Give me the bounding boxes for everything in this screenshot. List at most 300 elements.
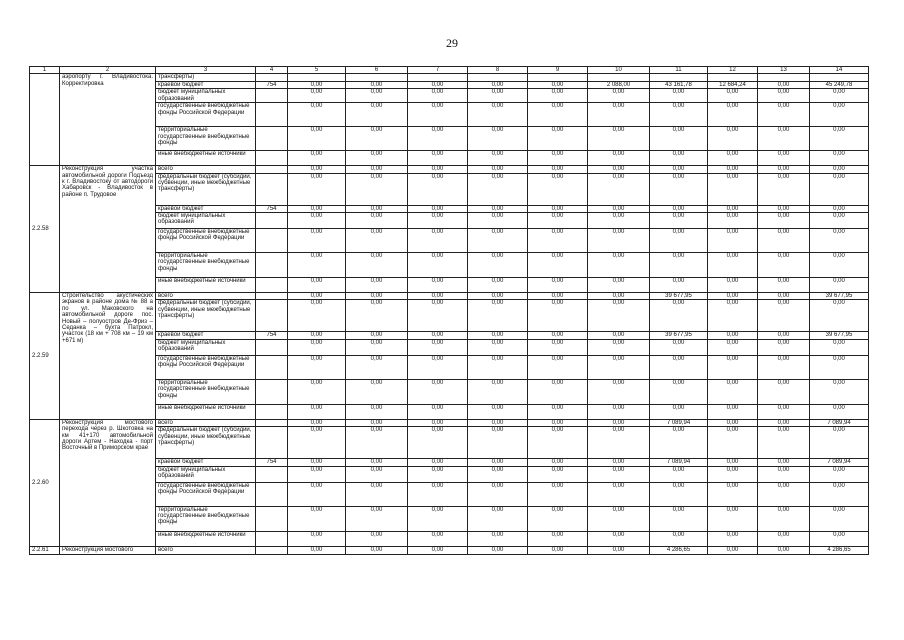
value-cell-col-14: 0,00 — [810, 482, 869, 506]
value-cell-col-5: 0,00 — [288, 427, 346, 459]
value-cell-col-10: 0,00 — [588, 506, 650, 531]
value-cell-col-6: 0,00 — [346, 127, 408, 151]
funding-source-cell: иные внебюджетные источники — [156, 531, 256, 546]
table-row — [30, 339, 869, 355]
value-cell-col-10: 0,00 — [588, 127, 650, 151]
value-cell-col-12: 0,00 — [708, 482, 758, 506]
value-cell-col-12: 0,00 — [708, 166, 758, 173]
value-cell-col-10: 0,00 — [588, 466, 650, 482]
value-cell-col-7: 0,00 — [408, 466, 468, 482]
value-cell-col-5: 0,00 — [288, 531, 346, 546]
object-name-cell: аэропорту г. Владивостока. Корректировка — [60, 74, 156, 166]
column-header-12: 12 — [708, 67, 758, 74]
table-row — [30, 213, 869, 229]
value-cell-col-12: 0,00 — [708, 404, 758, 419]
value-cell-col-12: 0,00 — [708, 229, 758, 253]
value-cell-col-5: 0,00 — [288, 466, 346, 482]
code-cell — [256, 278, 288, 293]
code-cell — [256, 127, 288, 151]
funding-source-cell: территориальные государственные внебюджетные фонды — [156, 506, 256, 531]
value-cell-col-6: 0,00 — [346, 213, 408, 229]
value-cell-col-11: 39 677,95 — [650, 332, 708, 339]
value-cell-col-8: 0,00 — [468, 506, 528, 531]
value-cell-col-12: 0,00 — [708, 546, 758, 554]
value-cell-col-7: 0,00 — [408, 339, 468, 355]
code-cell: 754 — [256, 332, 288, 339]
value-cell-col-14: 0,00 — [810, 103, 869, 127]
funding-source-cell: государственные внебюджетные фонды Российской Федерации — [156, 103, 256, 127]
funding-source-cell: краевой бюджет — [156, 81, 256, 88]
value-cell-col-7: 0,00 — [408, 300, 468, 332]
value-cell-col-11: 4 286,65 — [650, 546, 708, 554]
value-cell-col-9: 0,00 — [528, 404, 588, 419]
value-cell-col-9: 0,00 — [528, 213, 588, 229]
value-cell-col-11: 0,00 — [650, 482, 708, 506]
value-cell-col-13: 0,00 — [758, 127, 810, 151]
funding-source-cell: государственные внебюджетные фонды Российской Федерации — [156, 482, 256, 506]
column-header-3: 3 — [156, 67, 256, 74]
value-cell-col-12: 0,00 — [708, 419, 758, 426]
value-cell-col-14: 0,00 — [810, 466, 869, 482]
column-header-9: 9 — [528, 67, 588, 74]
value-cell-col-7: 0,00 — [408, 213, 468, 229]
code-cell — [256, 151, 288, 166]
code-cell — [256, 404, 288, 419]
value-cell-col-5: 0,00 — [288, 482, 346, 506]
value-cell-col-7: 0,00 — [408, 404, 468, 419]
column-header-13: 13 — [758, 67, 810, 74]
value-cell-col-11: 0,00 — [650, 300, 708, 332]
value-cell-col-5: 0,00 — [288, 404, 346, 419]
value-cell-col-13: 0,00 — [758, 459, 810, 466]
value-cell-col-12: 0,00 — [708, 173, 758, 205]
value-cell-col-9: 0,00 — [528, 482, 588, 506]
value-cell-col-9: 0,00 — [528, 506, 588, 531]
value-cell-col-7: 0,00 — [408, 103, 468, 127]
value-cell-col-12: 0,00 — [708, 213, 758, 229]
value-cell-col-6: 0,00 — [346, 278, 408, 293]
code-cell: 754 — [256, 81, 288, 88]
value-cell-col-8: 0,00 — [468, 127, 528, 151]
value-cell-col-14: 0,00 — [810, 213, 869, 229]
value-cell-col-12: 0,00 — [708, 531, 758, 546]
value-cell-col-14: 0,00 — [810, 300, 869, 332]
value-cell-col-14: 0,00 — [810, 339, 869, 355]
table-row — [30, 531, 869, 546]
value-cell-col-13: 0,00 — [758, 466, 810, 482]
table-row — [30, 103, 869, 127]
value-cell-col-13: 0,00 — [758, 300, 810, 332]
value-cell-col-8: 0,00 — [468, 332, 528, 339]
value-cell-col-5: 0,00 — [288, 166, 346, 173]
table-row — [30, 229, 869, 253]
value-cell-col-8: 0,00 — [468, 166, 528, 173]
funding-source-cell: бюджет муниципальных образований — [156, 466, 256, 482]
value-cell-col-9: 0,00 — [528, 332, 588, 339]
value-cell-col-5: 0,00 — [288, 506, 346, 531]
value-cell-col-13: 0,00 — [758, 293, 810, 300]
column-header-11: 11 — [650, 67, 708, 74]
value-cell-col-13: 0,00 — [758, 213, 810, 229]
value-cell-col-13: 0,00 — [758, 166, 810, 173]
table-row — [30, 459, 869, 466]
value-cell-col-12: 0,00 — [708, 253, 758, 278]
value-cell-col-6: 0,00 — [346, 506, 408, 531]
value-cell-col-9: 0,00 — [528, 355, 588, 379]
value-cell-col-13: 0,00 — [758, 404, 810, 419]
value-cell-col-12: 0,00 — [708, 205, 758, 212]
value-cell-col-8: 0,00 — [468, 546, 528, 554]
value-cell-col-8 — [468, 74, 528, 81]
value-cell-col-13: 0,00 — [758, 419, 810, 426]
value-cell-col-12: 0,00 — [708, 339, 758, 355]
value-cell-col-9: 0,00 — [528, 103, 588, 127]
value-cell-col-7 — [408, 74, 468, 81]
value-cell-col-5: 0,00 — [288, 151, 346, 166]
value-cell-col-14: 0,00 — [810, 173, 869, 205]
value-cell-col-6: 0,00 — [346, 419, 408, 426]
value-cell-col-8: 0,00 — [468, 89, 528, 103]
value-cell-col-7: 0,00 — [408, 506, 468, 531]
funding-source-cell: государственные внебюджетные фонды Российской Федерации — [156, 229, 256, 253]
value-cell-col-12: 0,00 — [708, 103, 758, 127]
value-cell-col-11: 0,00 — [650, 506, 708, 531]
column-header-2: 2 — [60, 67, 156, 74]
value-cell-col-7: 0,00 — [408, 151, 468, 166]
value-cell-col-13 — [758, 74, 810, 81]
value-cell-col-8: 0,00 — [468, 531, 528, 546]
column-header-14: 14 — [810, 67, 869, 74]
value-cell-col-7: 0,00 — [408, 531, 468, 546]
value-cell-col-9: 0,00 — [528, 546, 588, 554]
value-cell-col-13: 0,00 — [758, 427, 810, 459]
row-number-cell — [30, 74, 60, 166]
value-cell-col-13: 0,00 — [758, 205, 810, 212]
code-cell — [256, 213, 288, 229]
value-cell-col-14: 0,00 — [810, 127, 869, 151]
value-cell-col-8: 0,00 — [468, 151, 528, 166]
value-cell-col-7: 0,00 — [408, 205, 468, 212]
value-cell-col-10: 0,00 — [588, 205, 650, 212]
code-cell — [256, 531, 288, 546]
value-cell-col-5: 0,00 — [288, 81, 346, 88]
value-cell-col-8: 0,00 — [468, 427, 528, 459]
code-cell — [256, 466, 288, 482]
value-cell-col-6: 0,00 — [346, 151, 408, 166]
value-cell-col-14: 0,00 — [810, 89, 869, 103]
value-cell-col-9: 0,00 — [528, 89, 588, 103]
code-cell — [256, 173, 288, 205]
table-row — [30, 355, 869, 379]
code-cell — [256, 166, 288, 173]
value-cell-col-12: 0,00 — [708, 459, 758, 466]
funding-source-cell: всего — [156, 293, 256, 300]
funding-source-cell: бюджет муниципальных образований — [156, 339, 256, 355]
value-cell-col-7: 0,00 — [408, 355, 468, 379]
value-cell-col-12: 12 684,24 — [708, 81, 758, 88]
column-header-row — [30, 67, 869, 74]
value-cell-col-13: 0,00 — [758, 278, 810, 293]
value-cell-col-12: 0,00 — [708, 89, 758, 103]
table-row — [30, 205, 869, 212]
value-cell-col-9: 0,00 — [528, 339, 588, 355]
value-cell-col-13: 0,00 — [758, 81, 810, 88]
value-cell-col-10: 0,00 — [588, 103, 650, 127]
code-cell — [256, 103, 288, 127]
value-cell-col-8: 0,00 — [468, 229, 528, 253]
column-header-8: 8 — [468, 67, 528, 74]
value-cell-col-10: 0,00 — [588, 278, 650, 293]
value-cell-col-7: 0,00 — [408, 253, 468, 278]
value-cell-col-6: 0,00 — [346, 166, 408, 173]
value-cell-col-9: 0,00 — [528, 459, 588, 466]
page-number: 29 — [446, 36, 458, 50]
value-cell-col-8: 0,00 — [468, 404, 528, 419]
value-cell-col-5: 0,00 — [288, 278, 346, 293]
funding-source-cell: иные внебюджетные источники — [156, 151, 256, 166]
value-cell-col-11: 0,00 — [650, 253, 708, 278]
value-cell-col-5: 0,00 — [288, 339, 346, 355]
value-cell-col-10: 0,00 — [588, 419, 650, 426]
table-row — [30, 379, 869, 404]
value-cell-col-5: 0,00 — [288, 253, 346, 278]
value-cell-col-8: 0,00 — [468, 300, 528, 332]
value-cell-col-5: 0,00 — [288, 127, 346, 151]
value-cell-col-8: 0,00 — [468, 293, 528, 300]
funding-source-cell: территориальные государственные внебюджетные фонды — [156, 127, 256, 151]
value-cell-col-6: 0,00 — [346, 355, 408, 379]
object-name-cell: Реконструкция мостового перехода через р. Шкотовка на км 41+170 автомобильной дороги Артем - Находка - порт Восточный в Приморском крае — [60, 419, 156, 546]
value-cell-col-5: 0,00 — [288, 205, 346, 212]
value-cell-col-6: 0,00 — [346, 173, 408, 205]
value-cell-col-5: 0,00 — [288, 332, 346, 339]
value-cell-col-11: 43 161,78 — [650, 81, 708, 88]
value-cell-col-11: 0,00 — [650, 103, 708, 127]
value-cell-col-13: 0,00 — [758, 546, 810, 554]
value-cell-col-10: 0,00 — [588, 531, 650, 546]
code-cell — [256, 89, 288, 103]
value-cell-col-5: 0,00 — [288, 103, 346, 127]
value-cell-col-6: 0,00 — [346, 466, 408, 482]
funding-source-cell: трансферты) — [156, 74, 256, 81]
value-cell-col-11: 0,00 — [650, 404, 708, 419]
value-cell-col-7: 0,00 — [408, 278, 468, 293]
code-cell — [256, 546, 288, 554]
code-cell — [256, 427, 288, 459]
value-cell-col-12: 0,00 — [708, 300, 758, 332]
value-cell-col-11: 0,00 — [650, 151, 708, 166]
code-cell — [256, 229, 288, 253]
value-cell-col-8: 0,00 — [468, 379, 528, 404]
value-cell-col-7: 0,00 — [408, 427, 468, 459]
value-cell-col-7: 0,00 — [408, 379, 468, 404]
row-number-cell: 2.2.59 — [30, 293, 60, 420]
value-cell-col-10: 0,00 — [588, 427, 650, 459]
code-cell — [256, 379, 288, 404]
value-cell-col-14: 0,00 — [810, 355, 869, 379]
value-cell-col-13: 0,00 — [758, 89, 810, 103]
value-cell-col-10: 0,00 — [588, 482, 650, 506]
value-cell-col-6: 0,00 — [346, 427, 408, 459]
value-cell-col-14: 0,00 — [810, 229, 869, 253]
value-cell-col-9: 0,00 — [528, 253, 588, 278]
code-cell: 754 — [256, 205, 288, 212]
column-header-4: 4 — [256, 67, 288, 74]
value-cell-col-13: 0,00 — [758, 103, 810, 127]
funding-source-cell: территориальные государственные внебюджетные фонды — [156, 379, 256, 404]
value-cell-col-6: 0,00 — [346, 531, 408, 546]
value-cell-col-14: 0,00 — [810, 205, 869, 212]
value-cell-col-14: 0,00 — [810, 166, 869, 173]
value-cell-col-7: 0,00 — [408, 89, 468, 103]
code-cell — [256, 506, 288, 531]
value-cell-col-10: 2 088,00 — [588, 81, 650, 88]
value-cell-col-6: 0,00 — [346, 482, 408, 506]
value-cell-col-6: 0,00 — [346, 293, 408, 300]
value-cell-col-9: 0,00 — [528, 427, 588, 459]
value-cell-col-9: 0,00 — [528, 293, 588, 300]
value-cell-col-9: 0,00 — [528, 531, 588, 546]
value-cell-col-8: 0,00 — [468, 482, 528, 506]
table-row — [30, 278, 869, 293]
funding-source-cell: всего — [156, 546, 256, 554]
value-cell-col-11: 7 089,94 — [650, 419, 708, 426]
funding-source-cell: краевой бюджет — [156, 205, 256, 212]
funding-source-cell: бюджет муниципальных образований — [156, 213, 256, 229]
funding-source-cell: бюджет муниципальных образований — [156, 89, 256, 103]
value-cell-col-6: 0,00 — [346, 81, 408, 88]
funding-source-cell: территориальные государственные внебюджетные фонды — [156, 253, 256, 278]
value-cell-col-11: 0,00 — [650, 229, 708, 253]
value-cell-col-12: 0,00 — [708, 293, 758, 300]
value-cell-col-10: 0,00 — [588, 546, 650, 554]
value-cell-col-13: 0,00 — [758, 332, 810, 339]
value-cell-col-10: 0,00 — [588, 253, 650, 278]
value-cell-col-14: 0,00 — [810, 506, 869, 531]
value-cell-col-11 — [650, 74, 708, 81]
object-name-cell: Реконструкция мостового — [60, 546, 156, 554]
value-cell-col-14: 7 089,94 — [810, 419, 869, 426]
funding-source-cell: иные внебюджетные источники — [156, 404, 256, 419]
value-cell-col-5: 0,00 — [288, 300, 346, 332]
value-cell-col-6: 0,00 — [346, 379, 408, 404]
table-row — [30, 253, 869, 278]
value-cell-col-9: 0,00 — [528, 127, 588, 151]
value-cell-col-10: 0,00 — [588, 166, 650, 173]
value-cell-col-9: 0,00 — [528, 278, 588, 293]
value-cell-col-13: 0,00 — [758, 355, 810, 379]
value-cell-col-6: 0,00 — [346, 205, 408, 212]
value-cell-col-5: 0,00 — [288, 379, 346, 404]
value-cell-col-11: 0,00 — [650, 531, 708, 546]
value-cell-col-8: 0,00 — [468, 253, 528, 278]
value-cell-col-12 — [708, 74, 758, 81]
column-header-6: 6 — [346, 67, 408, 74]
value-cell-col-7: 0,00 — [408, 332, 468, 339]
table-row — [30, 151, 869, 166]
table-row — [30, 166, 869, 173]
value-cell-col-10 — [588, 74, 650, 81]
code-cell — [256, 253, 288, 278]
value-cell-col-10: 0,00 — [588, 300, 650, 332]
funding-source-cell: государственные внебюджетные фонды Российской Федерации — [156, 355, 256, 379]
value-cell-col-6: 0,00 — [346, 229, 408, 253]
code-cell — [256, 300, 288, 332]
value-cell-col-11: 0,00 — [650, 166, 708, 173]
code-cell — [256, 482, 288, 506]
code-cell — [256, 355, 288, 379]
value-cell-col-9: 0,00 — [528, 166, 588, 173]
value-cell-col-8: 0,00 — [468, 205, 528, 212]
value-cell-col-5: 0,00 — [288, 546, 346, 554]
value-cell-col-9: 0,00 — [528, 229, 588, 253]
value-cell-col-9: 0,00 — [528, 173, 588, 205]
value-cell-col-11: 0,00 — [650, 379, 708, 404]
value-cell-col-14: 0,00 — [810, 531, 869, 546]
value-cell-col-6: 0,00 — [346, 89, 408, 103]
value-cell-col-7: 0,00 — [408, 459, 468, 466]
value-cell-col-6: 0,00 — [346, 339, 408, 355]
value-cell-col-10: 0,00 — [588, 379, 650, 404]
table-row — [30, 466, 869, 482]
value-cell-col-7: 0,00 — [408, 229, 468, 253]
value-cell-col-5: 0,00 — [288, 229, 346, 253]
value-cell-col-13: 0,00 — [758, 379, 810, 404]
value-cell-col-11: 0,00 — [650, 355, 708, 379]
value-cell-col-14: 7 089,94 — [810, 459, 869, 466]
value-cell-col-10: 0,00 — [588, 404, 650, 419]
value-cell-col-14: 0,00 — [810, 151, 869, 166]
value-cell-col-6: 0,00 — [346, 103, 408, 127]
value-cell-col-11: 0,00 — [650, 213, 708, 229]
value-cell-col-10: 0,00 — [588, 213, 650, 229]
value-cell-col-9: 0,00 — [528, 300, 588, 332]
value-cell-col-13: 0,00 — [758, 339, 810, 355]
value-cell-col-5: 0,00 — [288, 355, 346, 379]
value-cell-col-11: 0,00 — [650, 427, 708, 459]
value-cell-col-7: 0,00 — [408, 81, 468, 88]
value-cell-col-10: 0,00 — [588, 339, 650, 355]
table-body — [30, 74, 869, 554]
value-cell-col-13: 0,00 — [758, 173, 810, 205]
column-header-5: 5 — [288, 67, 346, 74]
value-cell-col-10: 0,00 — [588, 229, 650, 253]
funding-source-cell: иные внебюджетные источники — [156, 278, 256, 293]
value-cell-col-14: 0,00 — [810, 427, 869, 459]
table-row — [30, 419, 869, 426]
value-cell-col-5: 0,00 — [288, 213, 346, 229]
table-row — [30, 127, 869, 151]
value-cell-col-7: 0,00 — [408, 293, 468, 300]
funding-source-cell: краевой бюджет — [156, 459, 256, 466]
row-number-cell: 2.2.58 — [30, 166, 60, 293]
value-cell-col-14: 45 249,78 — [810, 81, 869, 88]
table-row — [30, 74, 869, 81]
value-cell-col-11: 39 677,95 — [650, 293, 708, 300]
value-cell-col-9: 0,00 — [528, 466, 588, 482]
value-cell-col-9: 0,00 — [528, 81, 588, 88]
value-cell-col-9: 0,00 — [528, 419, 588, 426]
value-cell-col-5: 0,00 — [288, 89, 346, 103]
value-cell-col-14: 39 677,95 — [810, 293, 869, 300]
value-cell-col-14: 0,00 — [810, 404, 869, 419]
value-cell-col-6: 0,00 — [346, 253, 408, 278]
value-cell-col-9: 0,00 — [528, 379, 588, 404]
value-cell-col-10: 0,00 — [588, 173, 650, 205]
value-cell-col-14: 0,00 — [810, 379, 869, 404]
value-cell-col-6: 0,00 — [346, 546, 408, 554]
object-name-cell: Реконструкция участка автомобильной дороги Подъезд к г. Владивостоку от автодороги Хабаровск - Владивосток в районе п. Трудовое — [60, 166, 156, 293]
